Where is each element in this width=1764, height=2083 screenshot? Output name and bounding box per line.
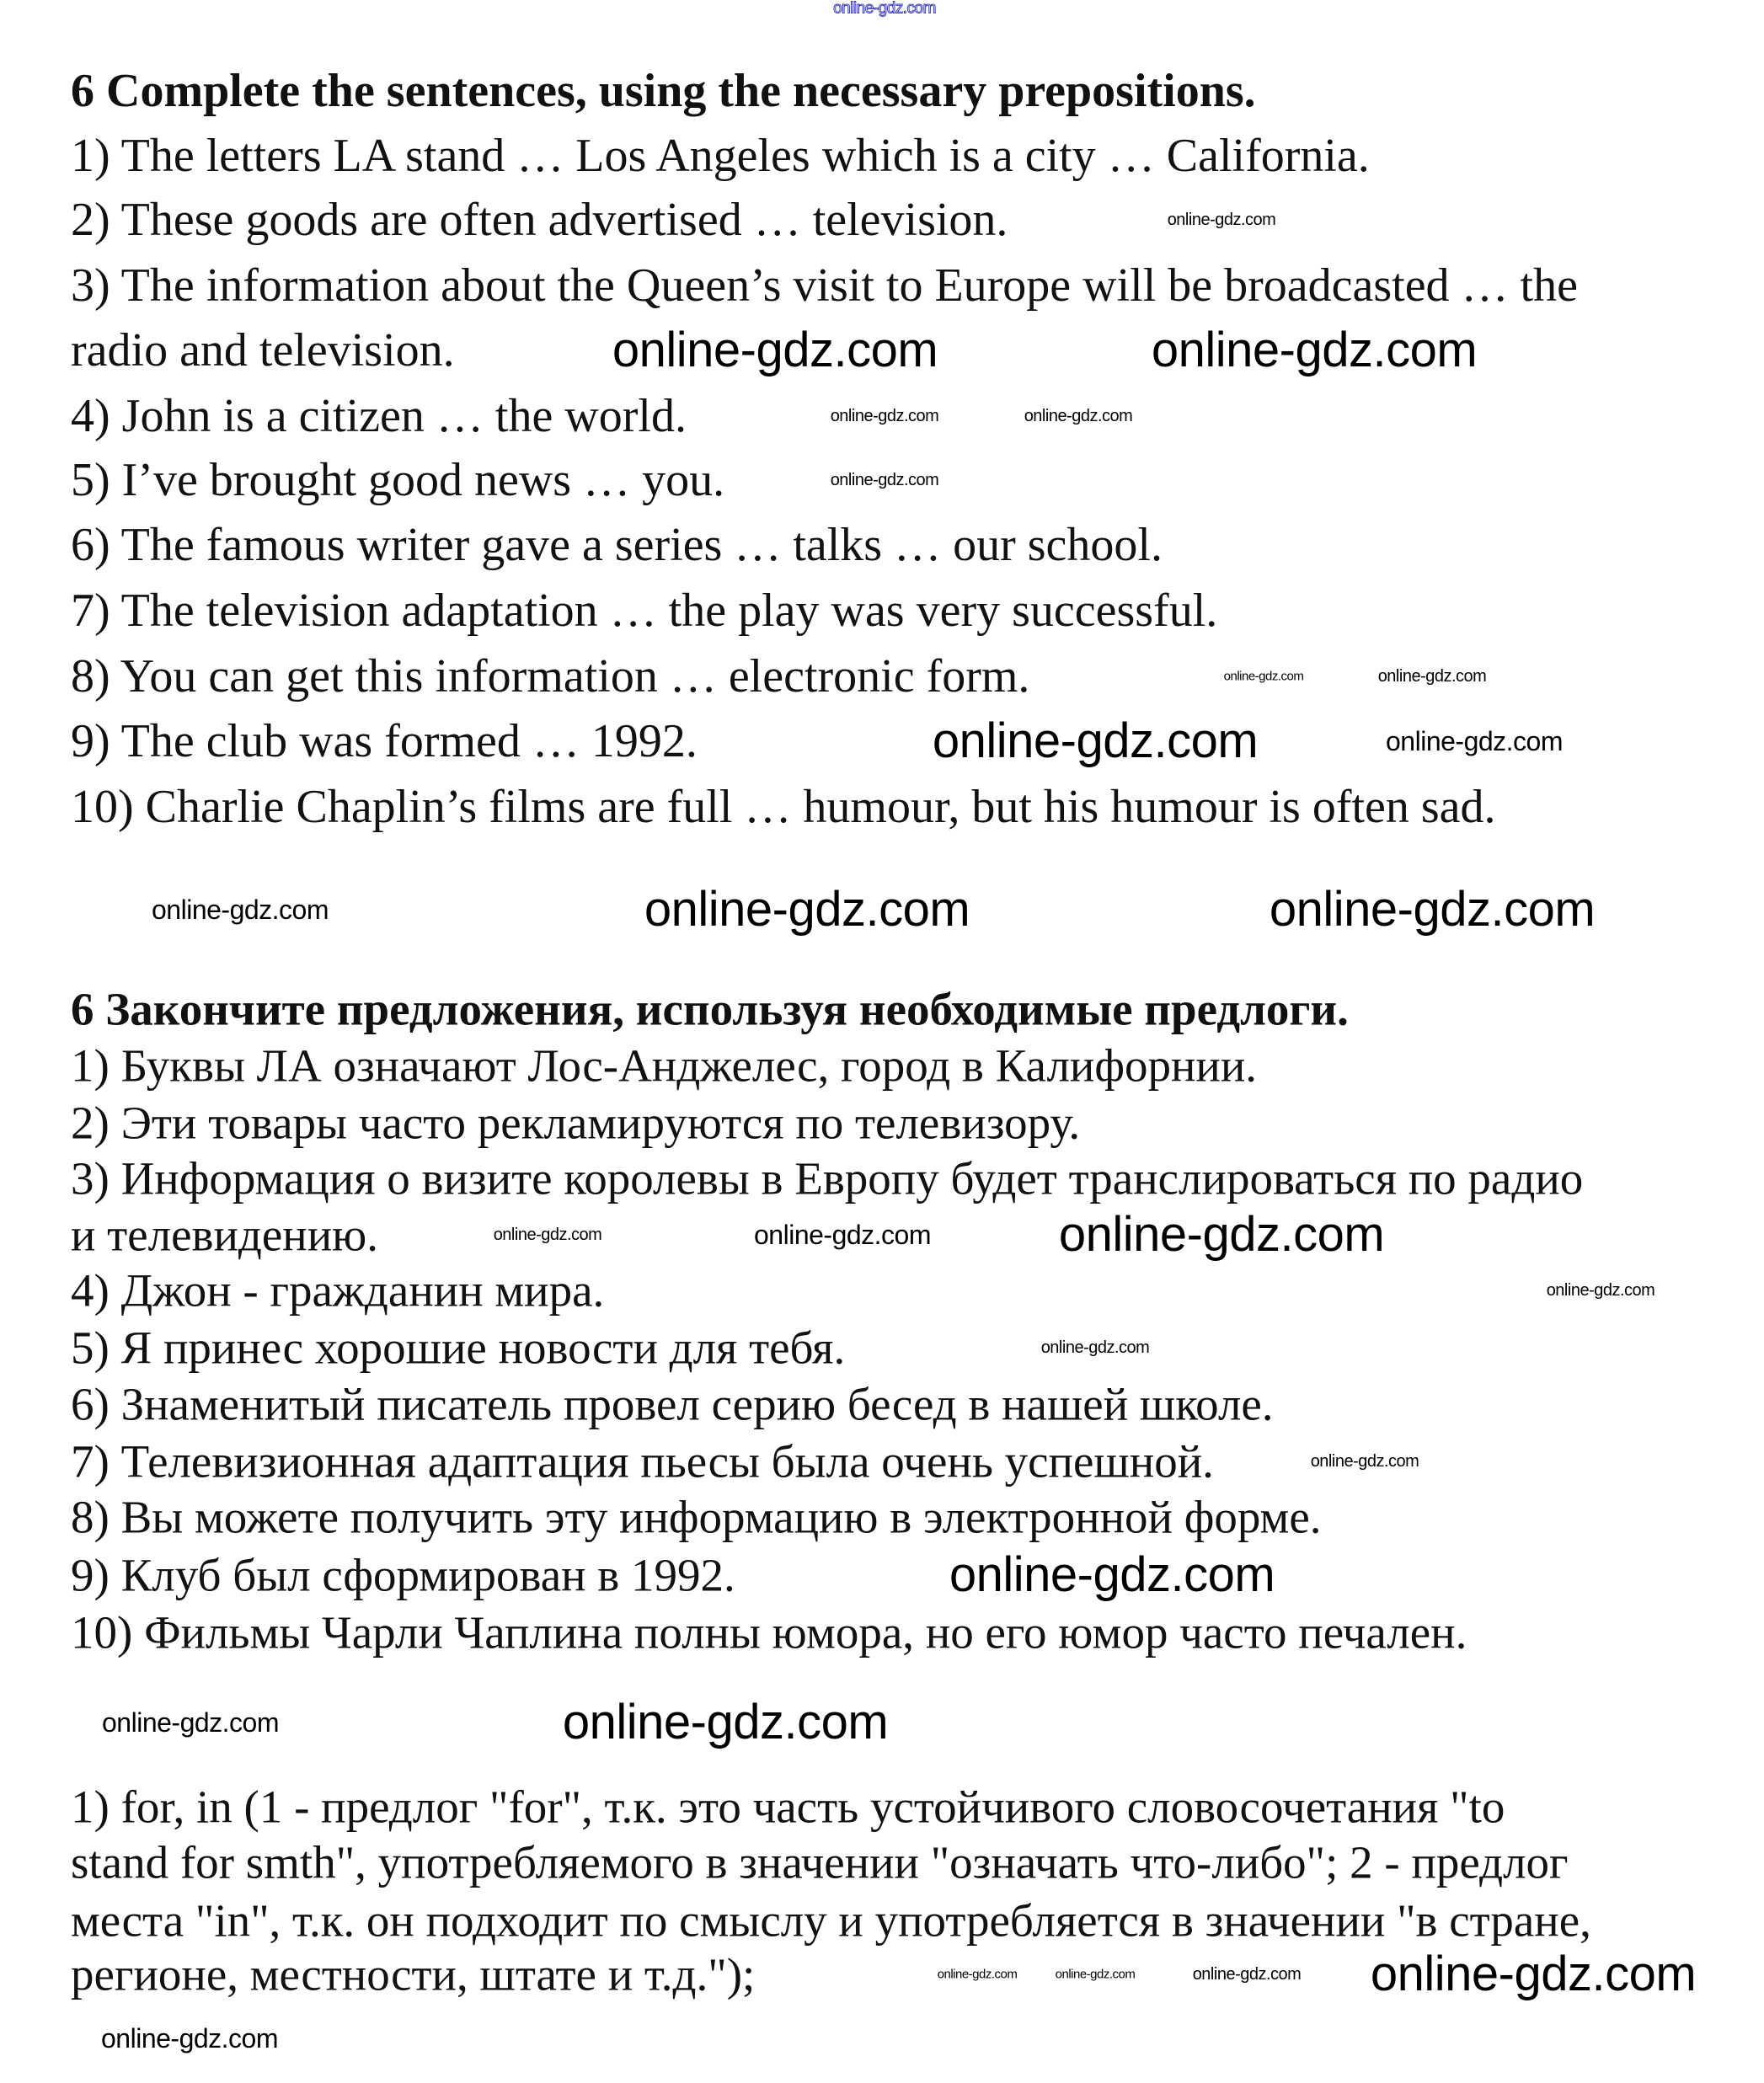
watermark: online-gdz.com [830, 407, 939, 425]
sentence-en-3-cont: radio and television. [71, 323, 455, 377]
exercise-title-ru: 6 Закончите предложения, используя необходимые предлоги. [71, 983, 1349, 1035]
watermark: online-gdz.com [1167, 211, 1276, 229]
watermark: online-gdz.com [101, 2023, 278, 2054]
watermark: online-gdz.com [1310, 1452, 1419, 1471]
watermark: online-gdz.com [1024, 407, 1133, 425]
watermark: online-gdz.com [612, 323, 938, 377]
watermark: online-gdz.com [1370, 1947, 1697, 2001]
watermark: online-gdz.com [493, 1226, 602, 1244]
watermark: online-gdz.com [949, 1547, 1275, 1602]
sentence-en-8: 8) You can get this information … electronic form. [71, 649, 1030, 702]
watermark: online-gdz.com [562, 1695, 889, 1749]
sentence-ru-10: 10) Фильмы Чарли Чаплина полны юмора, но его юмор часто печален. [71, 1606, 1467, 1658]
sentence-ru-1: 1) Буквы ЛА означают Лос-Анджелес, город в Калифорнии. [71, 1039, 1258, 1092]
sentence-en-9: 9) The club was formed … 1992. [71, 714, 698, 767]
watermark: online-gdz.com [644, 882, 970, 937]
watermark: online-gdz.com [102, 1707, 279, 1738]
sentence-en-2: 2) These goods are often advertised … television. [71, 193, 1008, 246]
watermark: online-gdz.com [1377, 667, 1487, 686]
watermark: online-gdz.com [1151, 323, 1478, 377]
sentence-en-5: 5) I’ve brought good news … you. [71, 453, 725, 506]
sentence-ru-7: 7) Телевизионная адаптация пьесы была очень успешной. [71, 1435, 1214, 1487]
watermark: online-gdz.com [1040, 1338, 1150, 1357]
watermark: online-gdz.com [833, 0, 936, 18]
watermark: online-gdz.com [754, 1220, 931, 1250]
watermark: online-gdz.com [1269, 882, 1596, 937]
sentence-ru-3-cont: и телевидению. [71, 1209, 378, 1261]
answer-line-2: stand for smth", употребляемого в значении "означать что-либо"; 2 - предлог [71, 1836, 1569, 1888]
exercise-title-en: 6 Complete the sentences, using the necessary prepositions. [71, 64, 1256, 117]
sentence-en-6: 6) The famous writer gave a series … talks … our school. [71, 518, 1163, 571]
sentence-en-10: 10) Charlie Chaplin’s films are full … humour, but his humour is often sad. [71, 780, 1496, 833]
watermark: online-gdz.com [1058, 1207, 1385, 1262]
sentence-en-1: 1) The letters LA stand … Los Angeles which is a city … California. [71, 129, 1370, 182]
sentence-ru-2: 2) Эти товары часто рекламируются по телевизору. [71, 1097, 1081, 1149]
answer-line-3: места "in", т.к. он подходит по смыслу и употребляется в значении "в стране, [71, 1894, 1591, 1947]
watermark: online-gdz.com [152, 895, 329, 925]
watermark: online-gdz.com [937, 1967, 1018, 1982]
sentence-en-7: 7) The television adaptation … the play was very successful. [71, 584, 1218, 637]
sentence-ru-9: 9) Клуб был сформирован в 1992. [71, 1549, 735, 1601]
sentence-ru-3: 3) Информация о визите королевы в Европу будет транслироваться по радио [71, 1152, 1584, 1204]
watermark: online-gdz.com [1055, 1967, 1136, 1982]
watermark: online-gdz.com [1223, 669, 1304, 684]
sentence-en-4: 4) John is a citizen … the world. [71, 389, 687, 442]
watermark: online-gdz.com [1546, 1281, 1655, 1300]
watermark: online-gdz.com [1386, 726, 1563, 756]
watermark: online-gdz.com [1192, 1965, 1302, 1984]
sentence-ru-6: 6) Знаменитый писатель провел серию бесед в нашей школе. [71, 1378, 1274, 1430]
sentence-ru-4: 4) Джон - гражданин мира. [71, 1264, 605, 1317]
sentence-ru-5: 5) Я принес хорошие новости для тебя. [71, 1322, 846, 1374]
answer-line-1: 1) for, in (1 - предлог "for", т.к. это часть устойчивого словосочетания "to [71, 1781, 1505, 1833]
answer-line-4: регионе, местности, штате и т.д."); [71, 1948, 756, 2000]
watermark: online-gdz.com [932, 713, 1259, 768]
watermark: online-gdz.com [830, 471, 939, 489]
sentence-en-3: 3) The information about the Queen’s visit to Europe will be broadcasted … the [71, 259, 1578, 312]
sentence-ru-8: 8) Вы можете получить эту информацию в электронной форме. [71, 1491, 1322, 1543]
